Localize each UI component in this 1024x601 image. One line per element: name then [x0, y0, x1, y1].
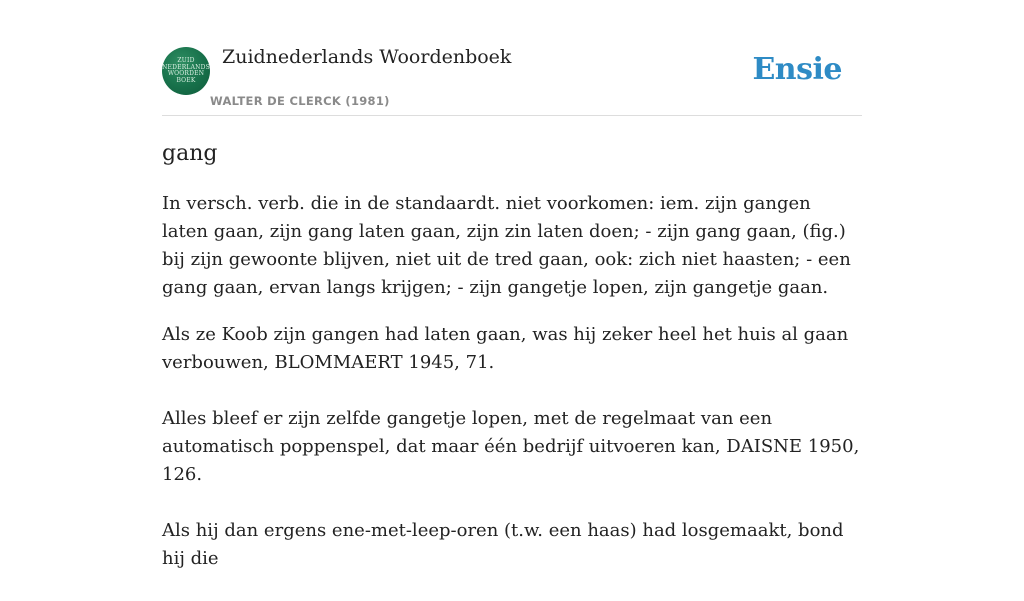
entry-quote: Alles bleef er zijn zelfde gangetje lopen, met de regelmaat van een automatisch poppenspel, dat maar één bedrijf uitvoeren kan, DAISNE 1950, 126.	[162, 408, 860, 485]
logo-text-line: NEDERLANDS	[162, 63, 210, 71]
entry-content	[162, 138, 862, 601]
ensie-brand-link[interactable]: Ensie	[752, 52, 842, 87]
entry-definition: In versch. verb. die in de standaardt. niet voorkomen: iem. zijn gangen laten gaan, zijn gang laten gaan, zijn zin laten doen; - zijn gang gaan, (fig.) bij zijn gewoonte blijven, niet uit de tred gaan, ook: zich niet haasten; - een gang gaan, ervan langs krijgen; - zijn gangetje lopen, zijn gangetje gaan.	[162, 193, 851, 298]
logo-text-line: ZUID	[177, 57, 195, 64]
dictionary-logo[interactable]	[162, 47, 210, 95]
entry-quote: Als hij dan ergens ene-met-leep-oren (t.w. een haas) had losgemaakt, bond hij die	[162, 520, 844, 569]
entry-headword: gang	[162, 141, 218, 166]
dictionary-title-link[interactable]: Zuidnederlands Woordenboek	[222, 46, 512, 68]
entry-quote: Als ze Koob zijn gangen had laten gaan, was hij zeker heel het huis al gaan verbouwen, BLOMMAERT 1945, 71.	[162, 324, 849, 373]
dictionary-author: WALTER DE CLERCK (1981)	[210, 94, 390, 108]
site-header	[162, 44, 862, 116]
logo-text-line: BOEK	[176, 76, 196, 84]
logo-text-line: WOORDEN	[167, 70, 205, 77]
